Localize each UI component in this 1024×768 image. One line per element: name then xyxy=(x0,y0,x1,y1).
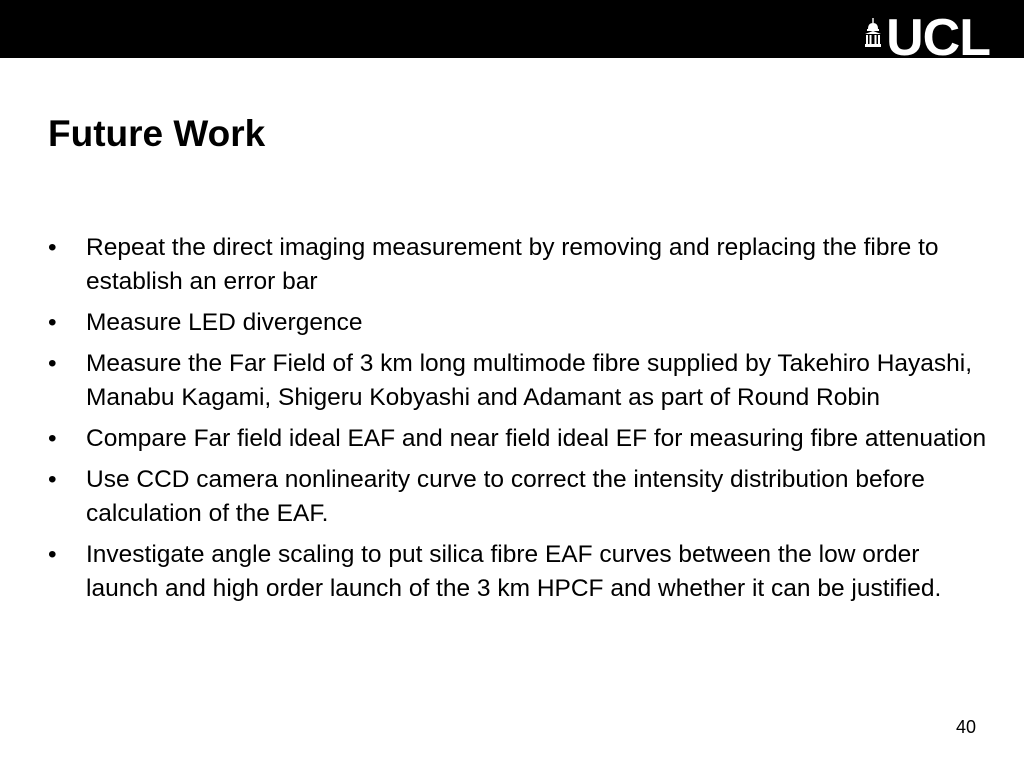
bullet-marker: • xyxy=(48,350,57,377)
bullet-item xyxy=(48,538,988,606)
bullet-item xyxy=(48,422,988,456)
bullet-marker: • xyxy=(48,234,57,261)
page-number: 40 xyxy=(955,717,976,737)
bullet-marker: • xyxy=(48,541,57,568)
bullet-marker: • xyxy=(48,466,57,493)
bullet-text: Measure LED divergence xyxy=(86,309,363,336)
ucl-logo xyxy=(864,9,990,67)
bullet-text: Repeat the direct imaging measurement by removing and replacing the fibre to establish an error bar xyxy=(86,234,939,295)
bullet-item xyxy=(48,231,988,299)
bullet-text: Use CCD camera nonlinearity curve to correct the intensity distribution before calculation of the EAF. xyxy=(86,466,925,527)
bullet-list xyxy=(48,231,988,613)
bullet-marker: • xyxy=(48,425,57,452)
bullet-text: Measure the Far Field of 3 km long multimode fibre supplied by Takehiro Hayashi, Manabu Kagami, Shigeru Kobyashi and Adamant as part of Round Robin xyxy=(86,350,973,411)
header-bar xyxy=(0,0,1024,67)
bullet-marker: • xyxy=(48,309,57,336)
bullet-item xyxy=(48,306,988,340)
slide-title: Future Work xyxy=(48,113,266,154)
bullet-item xyxy=(48,347,988,415)
bullet-item xyxy=(48,463,988,531)
bullet-text: Compare Far field ideal EAF and near field ideal EF for measuring fibre attenuation xyxy=(86,425,987,452)
logo-text: UCL xyxy=(886,9,990,67)
ucl-portico-icon xyxy=(864,18,882,48)
bullet-text: Investigate angle scaling to put silica fibre EAF curves between the low order launch and high order launch of the 3 km HPCF and whether it can be justified. xyxy=(86,541,942,602)
